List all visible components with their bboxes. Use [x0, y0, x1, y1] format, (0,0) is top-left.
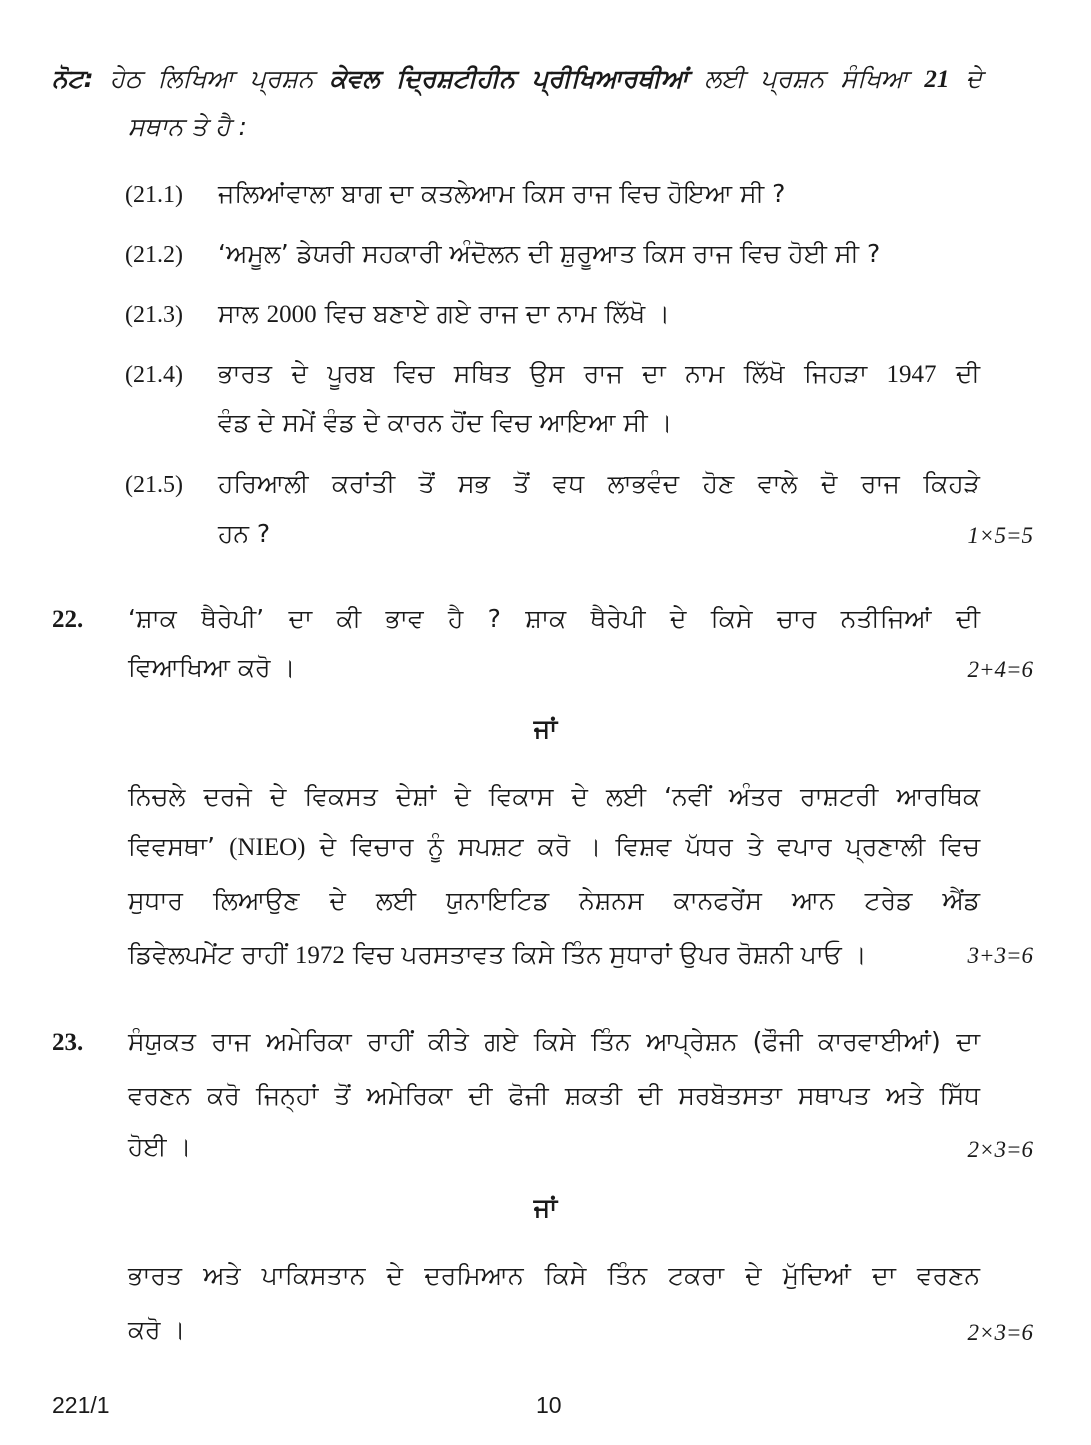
alt-question-text-part: ਡਿਵੇਲਪਮੇਂਟ ਰਾਹੀਂ: [128, 940, 287, 969]
question-text-line-3: ਹੋਈ ।: [128, 1132, 192, 1161]
question-text: ਸੰਯੁਕਤ ਰਾਜ ਅਮੇਰਿਕਾ ਰਾਹੀਂ ਕੀਤੇ ਗਏ ਕਿਸੇ ਤਿੰਨ ਆਪ੍ਰੇਸ਼ਨ (ਫੌਜੀ ਕਾਰਵਾਈਆਂ) ਦਾ: [128, 1027, 980, 1056]
sub-question-text: [218, 356, 980, 393]
question-number: 22.: [52, 606, 84, 633]
sub-question-text-pre: ਸਾਲ: [218, 299, 259, 328]
alt-question-text: [128, 937, 867, 974]
sub-question-number: (21.4): [125, 362, 183, 388]
year-value: 1947: [886, 361, 937, 388]
alt-question-text-part: ਵਿਚ ਪਰਸਤਾਵਤ ਕਿਸੇ ਤਿੰਨ ਸੁਧਾਰਾਂ ਉਪਰ ਰੋਸ਼ਨੀ ਪਾਓ ।: [352, 940, 867, 969]
marks-label: 2×3=6: [967, 1137, 1033, 1162]
note-text-1: ਹੇਠ ਲਿਖਿਆ ਪ੍ਰਸ਼ਨ: [109, 64, 314, 93]
alt-question-text: ਸੁਧਾਰ ਲਿਆਉਣ ਦੇ ਲਈ ਯੁਨਾਇਟਿਡ ਨੇਸ਼ਨਸ ਕਾਨਫਰੇਂਸ ਆਨ ਟਰੇਡ ਐਂਡ: [128, 886, 980, 915]
sub-question-text: ‘ਅਮੂਲ’ ਡੇਯਰੀ ਸਹਕਾਰੀ ਅੰਦੋਲਨ ਦੀ ਸ਼ੁਰੂਆਤ ਕਿਸ ਰਾਜ ਵਿਚ ਹੋਈ ਸੀ ?: [218, 239, 881, 268]
note-line-2: ਸਥਾਨ ਤੇ ਹੈ :: [128, 112, 247, 141]
year-value: 1972: [294, 942, 345, 969]
note-text-3: ਦੇ: [965, 64, 982, 93]
abbreviation: (NIEO): [229, 834, 306, 861]
note-label: ਨੋਟ:: [52, 64, 94, 93]
sub-question-number: (21.2): [125, 242, 183, 268]
alt-question-text-part: ਦੇ ਵਿਚਾਰ ਨੂੰ ਸਪਸ਼ਟ ਕਰੋ । ਵਿਸ਼ਵ ਪੱਧਰ ਤੇ ਵਪਾਰ ਪ੍ਰਣਾਲੀ ਵਿਚ: [319, 832, 980, 861]
sub-question-number: (21.3): [125, 302, 183, 328]
note-line-1: [52, 61, 982, 98]
marks-label: 2×3=6: [967, 1320, 1033, 1345]
note-bold-text: ਕੇਵਲ ਦ੍ਰਿਸ਼ਟੀਹੀਨ ਪ੍ਰੀਖਿਆਰਥੀਆਂ: [329, 64, 689, 93]
sub-question-text: ਹਰਿਆਲੀ ਕਰਾਂਤੀ ਤੋਂ ਸਭ ਤੋਂ ਵਧ ਲਾਭਵੰਦ ਹੋਣ ਵਾਲੇ ਦੋ ਰਾਜ ਕਿਹੜੇ: [218, 469, 980, 498]
alt-question-text: ਭਾਰਤ ਅਤੇ ਪਾਕਿਸਤਾਨ ਦੇ ਦਰਮਿਆਨ ਕਿਸੇ ਤਿੰਨ ਟਕਰਾ ਦੇ ਮੁੱਦਿਆਂ ਦਾ ਵਰਣਨ: [128, 1261, 980, 1290]
question-text: ‘ਸ਼ਾਕ ਥੈਰੇਪੀ’ ਦਾ ਕੀ ਭਾਵ ਹੈ ? ਸ਼ਾਕ ਥੈਰੇਪੀ ਦੇ ਕਿਸੇ ਚਾਰ ਨਤੀਜਿਆਂ ਦੀ: [128, 604, 980, 633]
sub-question-text-line-2: ਹਨ ?: [218, 519, 271, 548]
page-number: 10: [536, 1392, 562, 1418]
alt-question-text-line-2: ਕਰੋ ।: [128, 1315, 186, 1344]
paper-code: 221/1: [52, 1392, 110, 1418]
or-divider: ਜਾਂ: [533, 1193, 558, 1222]
sub-question-text-line-2: ਵੰਡ ਦੇ ਸਮੇਂ ਵੰਡ ਦੇ ਕਾਰਨ ਹੋਂਦ ਵਿਚ ਆਇਆ ਸੀ ।: [218, 408, 673, 437]
alt-question-text: [128, 829, 980, 866]
alt-question-text-part: ਵਿਵਸਥਾ’: [128, 832, 215, 861]
sub-question-text-part: ਭਾਰਤ ਦੇ ਪੂਰਬ ਵਿਚ ਸਥਿਤ ਉਸ ਰਾਜ ਦਾ ਨਾਮ ਲਿੱਖੋ ਜਿਹੜਾ: [218, 359, 868, 388]
sub-question-number: (21.1): [125, 182, 183, 208]
marks-label: 3+3=6: [967, 943, 1033, 968]
question-text: ਵਰਣਨ ਕਰੋ ਜਿਨ੍ਹਾਂ ਤੋਂ ਅਮੇਰਿਕਾ ਦੀ ਫੋਜੀ ਸ਼ਕਤੀ ਦੀ ਸਰਬੋਤਸਤਾ ਸਥਾਪਤ ਅਤੇ ਸਿੱਧ: [128, 1081, 980, 1110]
sub-question-text-part: ਦੀ: [955, 359, 980, 388]
or-divider: ਜਾਂ: [533, 714, 558, 743]
alt-question-text: ਨਿਚਲੇ ਦਰਜੇ ਦੇ ਵਿਕਸਤ ਦੇਸ਼ਾਂ ਦੇ ਵਿਕਾਸ ਦੇ ਲਈ ‘ਨਵੀਂ ਅੰਤਰ ਰਾਸ਼ਟਰੀ ਆਰਥਿਕ: [128, 782, 980, 811]
sub-question-number: (21.5): [125, 472, 183, 498]
question-text-line-2: ਵਿਆਖਿਆ ਕਰੋ ।: [128, 653, 296, 682]
question-number: 23.: [52, 1029, 84, 1056]
year-value: 2000: [266, 301, 317, 328]
note-question-number: 21: [924, 66, 950, 93]
note-text-2: ਲਈ ਪ੍ਰਸ਼ਨ ਸੰਖਿਆ: [704, 64, 909, 93]
marks-label: 1×5=5: [967, 523, 1033, 548]
sub-question-text: ਜਲਿਆਂਵਾਲਾ ਬਾਗ ਦਾ ਕਤਲੇਆਮ ਕਿਸ ਰਾਜ ਵਿਚ ਹੋਇਆ ਸੀ ?: [218, 179, 786, 208]
sub-question-text-post: ਵਿਚ ਬਣਾਏ ਗਏ ਰਾਜ ਦਾ ਨਾਮ ਲਿੱਖੋ ।: [324, 299, 671, 328]
marks-label: 2+4=6: [967, 657, 1033, 682]
sub-question-text: [218, 296, 670, 333]
